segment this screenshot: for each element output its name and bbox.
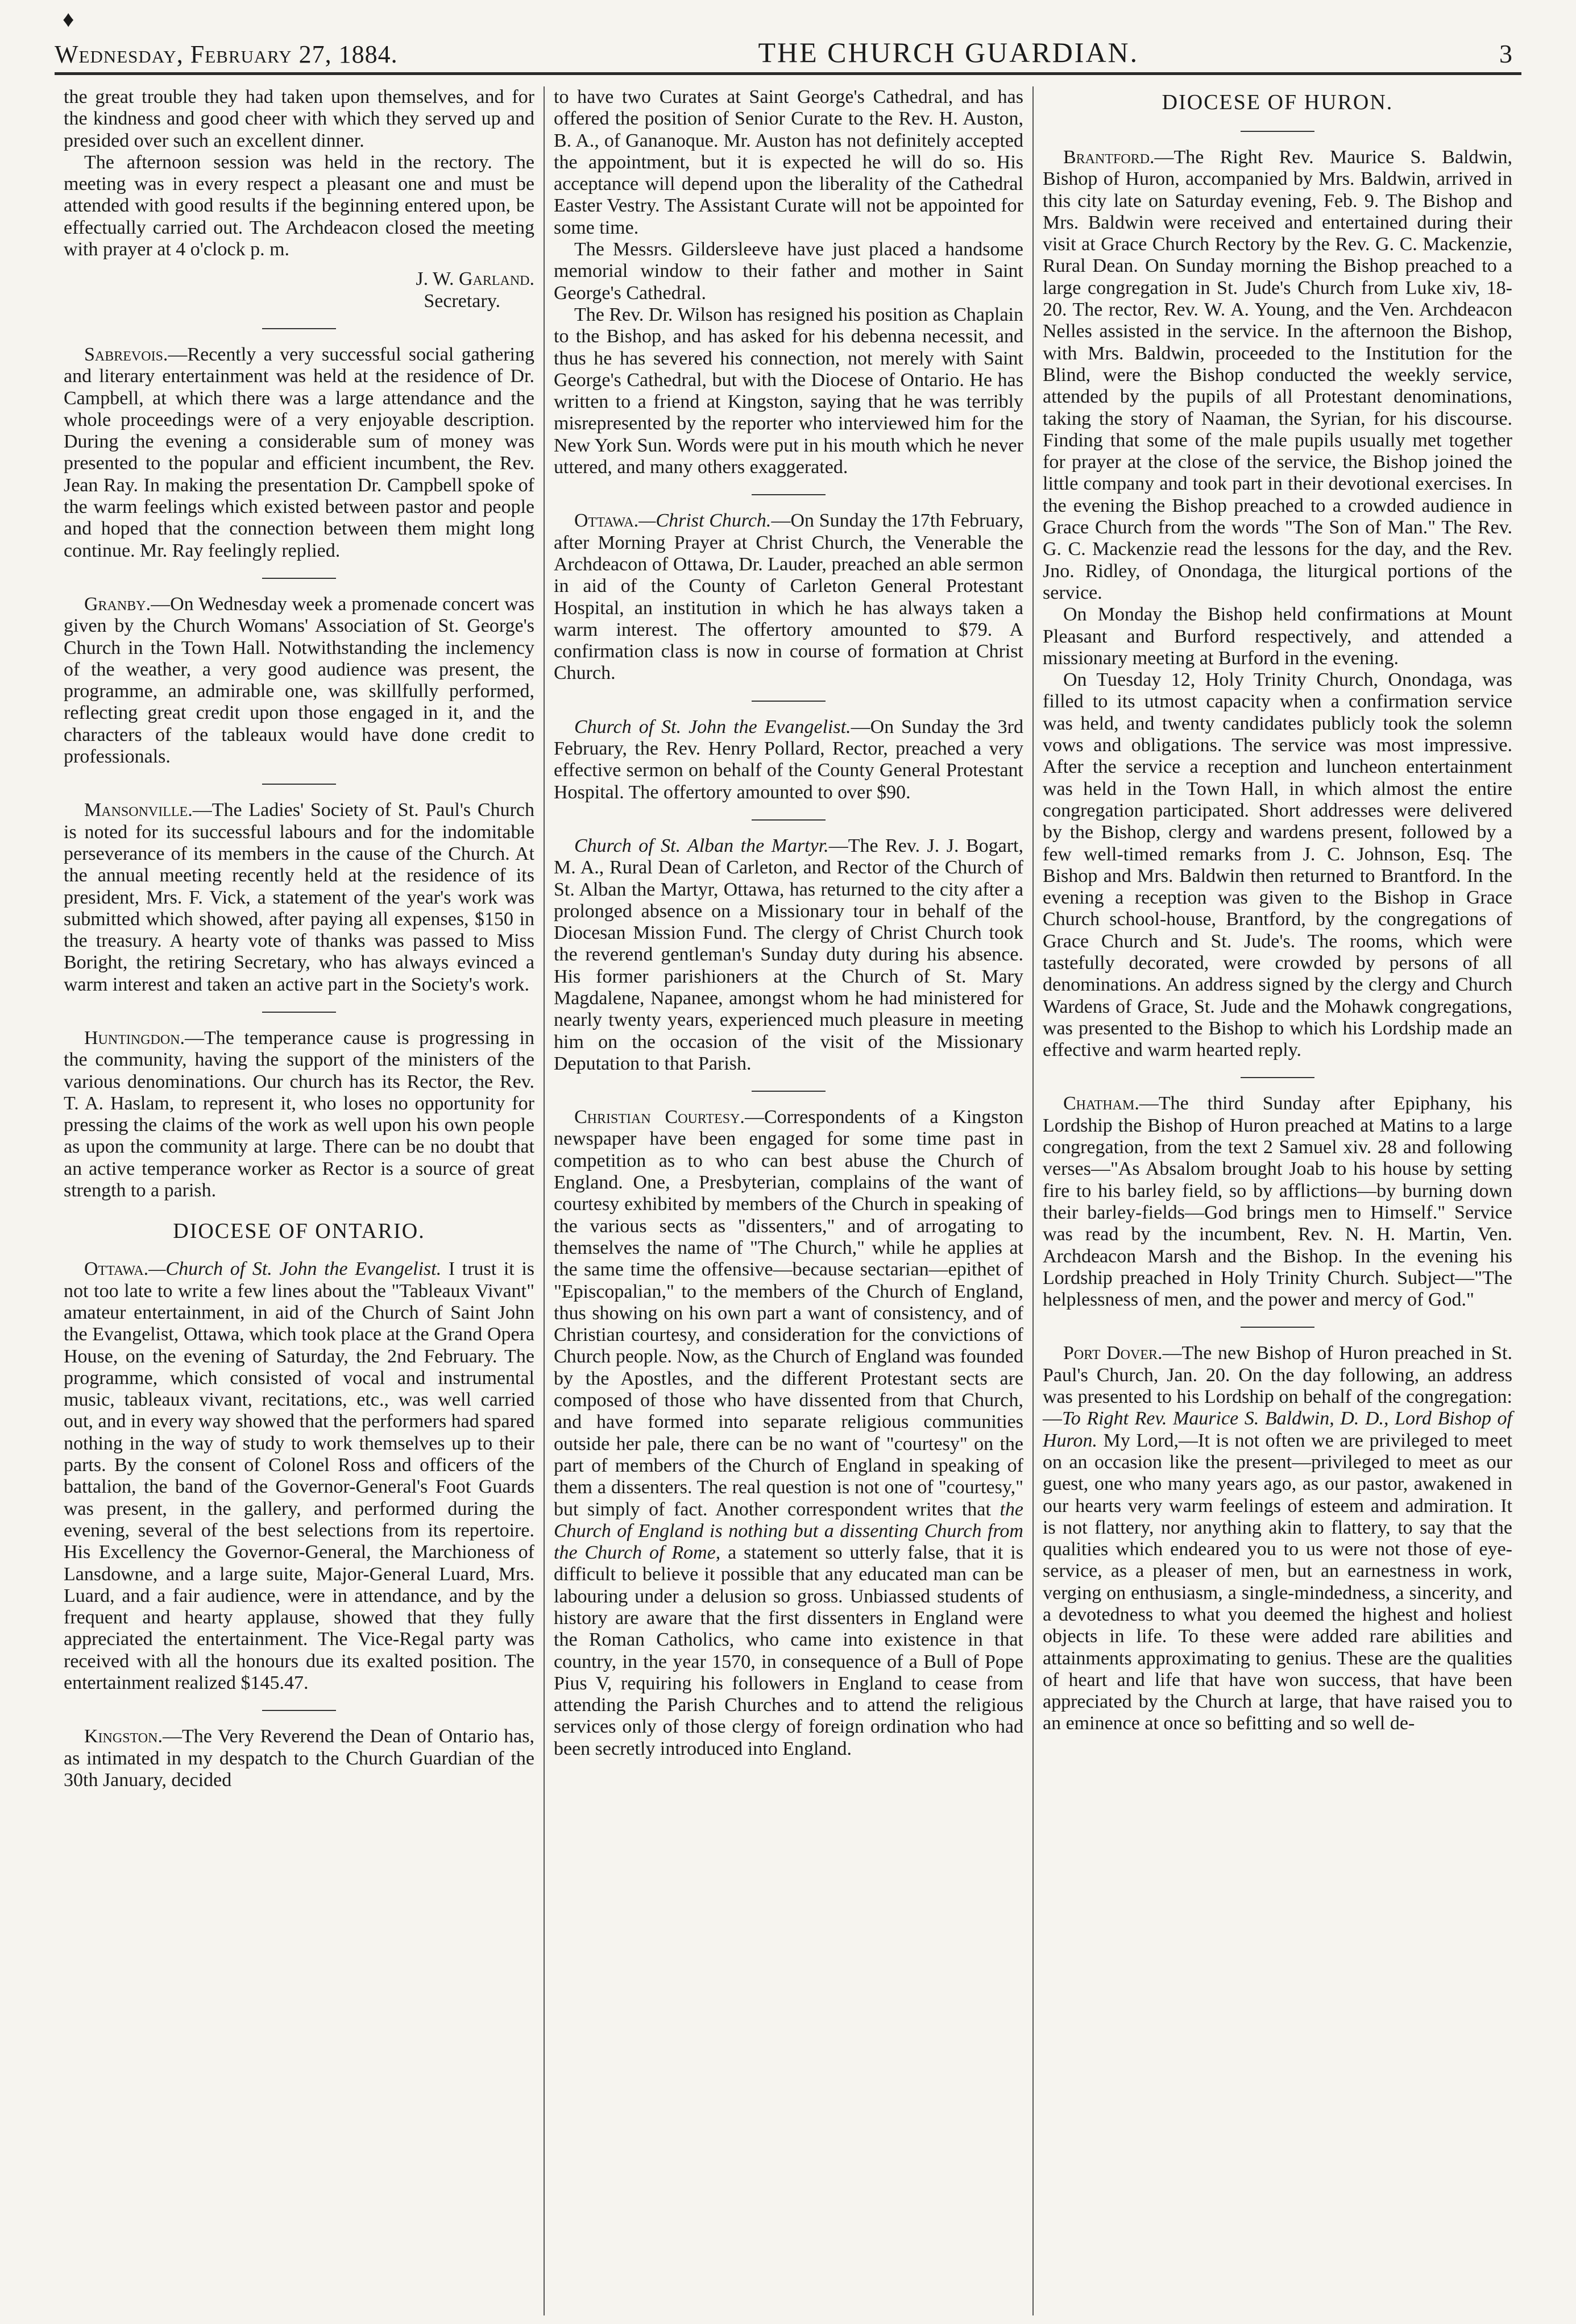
article-port-dover: Port Dover.—The new Bishop of Huron preached in St. Paul's Church, Jan. 20. On the day following, an address was presented to his Lordship on behalf of the congregation:—To Right Rev. Maurice S. Baldwin, D. D., Lord Bishop of Huron. My Lord,—It is not often we are privileged to meet on an occasion like the present—privileged to meet as our guest, one who many years ago, as our pastor, awakened in our hearts very warm feelings of esteem and admiration. It is not flattery, nor anything akin to flattery, to say that the qualities which endeared you to us were not those of eye-service, as a pleaser of men, but an earnestness in work, verging on enthusiasm, a single-mindedness, a sincerity, and a devotedness to what you deemed the highest and holiest objects in life. To these were added rare abilities and attainments approximating to genius. These are the qualities of heart and life that have won success, that have been appreciated by the Church at large, that have raised you to an eminence at once so befitting and so well de- <box>1043 1343 1513 1734</box>
paragraph: the great trouble they had taken upon themselves, and for the kindness and good cheer with which they served up and presided over such an excellent dinner. <box>64 86 534 151</box>
paragraph: The Rev. Dr. Wilson has resigned his position as Chaplain to the Bishop, and has asked for his debenna necessit, and thus he has severed his connection, not merely with Saint George's Cathedral, but with the Diocese of Ontario. He has written to a friend at Kingston, saying that he was terribly misrepresented by the reporter who interviewed him for the New York Sun. Words were put in his mouth which he never uttered, and many others exaggerated. <box>554 304 1023 478</box>
placename: Christian Courtesy. <box>574 1107 745 1128</box>
masthead <box>55 33 1521 75</box>
signature-title: Secretary. <box>424 290 500 312</box>
placename: Huntingdon. <box>84 1027 185 1049</box>
page-corner-mark: ♦ <box>63 6 74 32</box>
placename: Sabrevois. <box>84 343 168 365</box>
placename: Granby. <box>84 593 151 615</box>
placename: Port Dover. <box>1063 1343 1163 1364</box>
section-divider <box>1241 1077 1314 1078</box>
section-divider <box>752 701 826 702</box>
column-2 <box>544 86 1032 2315</box>
paragraph: to have two Curates at Saint George's Cathedral, and has offered the position of Senior Curate to the Rev. H. Auston, B. A., of Gananoque. Mr. Auston has not definitely accepted the appointment, but it is expected he will do so. His acceptance will depend upon the liberality of the Cathedral Easter Vestry. The Assistant Curate will not be appointed for some time. <box>554 86 1023 238</box>
placename: Chatham. <box>1063 1093 1139 1115</box>
article-sabrevois: Sabrevois.—Recently a very successful social gathering and literary entertainment was held at the residence of Dr. Campbell, at which there was a large attendance and the whole proceedings were of a very enjoyable description. During the evening a considerable sum of money was presented to the popular and efficient incumbent, the Rev. Jean Ray. In making the presentation Dr. Campbell spoke of the warm feelings which existed between pastor and people and hoped that the connection between them might long continue. Mr. Ray feelingly replied. <box>64 343 534 561</box>
article-granby: Granby.—On Wednesday week a promenade concert was given by the Church Womans' Association of St. George's Church in the Town Hall. Notwithstanding the inclemency of the weather, a very good audience was present, the programme, an admirable one, was skillfully performed, reflecting great credit upon those engaged in it, and the characters of the tableaux would have done credit to professionals. <box>64 593 534 768</box>
column-3 <box>1032 86 1521 2315</box>
section-divider <box>1241 131 1314 132</box>
paragraph: On Monday the Bishop held confirmations at Mount Pleasant and Burford respectively, and attended a missionary meeting at Burford in the evening. <box>1043 604 1512 669</box>
section-divider <box>262 1012 336 1013</box>
section-divider <box>752 1091 826 1092</box>
article-ottawa-st-john: Ottawa.—Church of St. John the Evangelist. I trust it is not too late to write a few lines about the "Tableaux Vivant" amateur entertainment, in aid of the Church of Saint John the Evangelist, Ottawa, which took place at the Grand Opera House, on the evening of Saturday, the 2nd February. The programme, which consisted of vocal and instrumental music, tableaux vivant, recitations, etc., was well carried out, and in every way showed that the performers had spared nothing in the way of study to work themselves up to their parts. By the consent of Colonel Ross and officers of the battalion, the band of the Governor-General's Foot Guards was present, in the gallery, and performed during the evening, several of the best selections from its repertoire. His Excellency the Governor-General, the Marchioness of Lansdowne, and a large suite, Major-General Luard, Mrs. Luard, and a fair audience, were in attendance, and by the frequent and hearty applause, showed that they fully appreciated the entertainment. The Vice-Regal party was received with all the honours due its exalted position. The entertainment realized $145.47. <box>64 1258 535 1693</box>
article-mansonville: Mansonville.—The Ladies' Society of St. Paul's Church is noted for its successful labours and for the indomitable perseverance of its members in the cause of the Church. At the annual meeting recently held at the residence of its president, Mrs. F. Vick, a statement of the year's work was submitted which showed, after paying all expenses, $150 in the treasury. A hearty vote of thanks was passed to Miss Boright, the retiring Secretary, who has always evinced a warm interest and taken an active part in the Society's work. <box>64 799 534 995</box>
column-1 <box>55 86 544 2315</box>
signature-name: J. W. Garland. <box>416 268 534 290</box>
article-st-john: Church of St. John the Evangelist.—On Sunday the 3rd February, the Rev. Henry Pollard, Rector, preached a very effective sermon on behalf of the County General Protestant Hospital. The offertory amounted to over $90. <box>554 716 1023 803</box>
article-columns <box>55 86 1521 2315</box>
article-kingston: Kingston.—The Very Reverend the Dean of Ontario has, as intimated in my despatch to the Church Guardian of the 30th January, decided <box>64 1726 534 1791</box>
article-huntingdon: Huntingdon.—The temperance cause is progressing in the community, having the support of the ministers of the various denominations. Our church has its Rector, the Rev. T. A. Haslam, to represent it, who loses no opportunity for pressing the claims of the work as well upon his own people as upon the community at large. There can be no doubt that an active temperance worker as Rector is a source of great strength to a parish. <box>64 1027 534 1202</box>
paragraph: On Tuesday 12, Holy Trinity Church, Onondaga, was filled to its utmost capacity when a confirmation service was held, and twenty candidates publicly took the solemn vows and obligations. The service was most impressive. After the service a reception and luncheon entertainment was held in the Town Hall, in which almost the entire congregation participated. Short addresses were delivered by the Bishop, clergy and wardens present, followed by a few well-timed remarks from J. C. Johnson, Esq. The Bishop and Mrs. Baldwin then returned to Brantford. In the evening a reception was given to the Bishop in Grace Church school-house, Brantford, by the congregations of Grace Church and St. Jude's. The rooms, which were tastefully decorated, were crowded by persons of all denominations. An address signed by the clergy and Church Wardens of Grace, St. Jude and the Mohawk congregations, was presented to the Bishop to which his Lordship made an effective and warm hearted reply. <box>1043 669 1512 1061</box>
article-brantford: Brantford.—The Right Rev. Maurice S. Baldwin, Bishop of Huron, accompanied by Mrs. Baldwin, arrived in this city late on Saturday evening, Feb. 9. The Bishop and Mrs. Baldwin were received and entertained during their visit at Grace Church Rectory by the Rev. G. C. Mackenzie, Rural Dean. On Sunday morning the Bishop preached to a large congregation in St. Jude's Church from Luke xiv, 18-20. The rector, Rev. W. A. Young, and the Ven. Archdeacon Nelles assisted in the service. In the afternoon the Bishop, with Mrs. Baldwin, proceeded to the Institution for the Blind, were the Bishop conducted the weekly service, attended by the pupils of all Protestant denominations, taking the story of Naaman, the Syrian, for his discourse. Finding that some of the male pupils usually met together for prayer at the close of the service, the Bishop joined the little company and took part in their devotional exercises. In the evening the Bishop preached to a crowded audience in Grace Church from the words "The Son of Man." The Rev. G. C. Mackenzie read the lessons for the day, and the Rev. Jno. Ridley, of Onondaga, the liturgical portions of the service. <box>1043 147 1512 603</box>
section-divider <box>262 328 336 329</box>
section-heading-ontario: DIOCESE OF ONTARIO. <box>173 1219 425 1244</box>
article-st-alban: Church of St. Alban the Martyr.—The Rev. J. J. Bogart, M. A., Rural Dean of Carleton, and Rector of the Church of St. Alban the Martyr, Ottawa, has returned to the city after a prolonged absence on a Missionary tour in behalf of the Diocesan Mission Fund. The clergy of Christ Church took the reverend gentleman's Sunday duty during his absence. His former parishioners at the Church of St. Mary Magdalene, Napanee, amongst whom he had ministered for nearly twenty years, experienced much pleasure in meeting him on the occasion of the visit of the Missionary Deputation to that Parish. <box>554 835 1023 1074</box>
article-chatham: Chatham.—The third Sunday after Epiphany, his Lordship the Bishop of Huron preached at Matins to a large congregation, from the text 2 Samuel xiv. 28 and following verses—"As Absalom brought Joab to his house by setting fire to his barley field, so by afflictions—by burning down their barley-fields—God brings men to Himself." Service was read by the incumbent, Rev. N. H. Martin, Ven. Archdeacon Marsh and the Bishop. In the evening his Lordship preached in Holy Trinity Church. Subject—"The helplessness of men, and the power and mercy of God." <box>1043 1093 1512 1311</box>
paragraph: The afternoon session was held in the rectory. The meeting was in every respect a pleasant one and must be attended with good results if the beginning entered upon, be effectually carried out. The Archdeacon closed the meeting with prayer at 4 o'clock p. m. <box>64 151 534 260</box>
section-divider <box>752 494 826 495</box>
placename: Ottawa. <box>574 510 639 532</box>
section-heading-huron: DIOCESE OF HURON. <box>1162 90 1393 114</box>
section-divider <box>262 1710 336 1711</box>
page-number: 3 <box>1499 39 1512 68</box>
placename: Ottawa. <box>84 1258 149 1280</box>
section-divider <box>262 784 336 785</box>
paragraph: The Messrs. Gildersleeve have just placed a handsome memorial window to their father and mother in Saint George's Cathedral. <box>554 239 1023 304</box>
placename: Mansonville. <box>84 799 193 821</box>
placename: Kingston. <box>84 1726 163 1747</box>
section-divider <box>262 578 336 579</box>
placename: Brantford. <box>1063 147 1155 168</box>
section-divider <box>752 819 826 821</box>
newspaper-title: THE CHURCH GUARDIAN. <box>758 36 1139 68</box>
section-divider <box>1241 1327 1314 1328</box>
article-christian-courtesy: Christian Courtesy.—Correspondents of a Kingston newspaper have been engaged for some time past in competition as to who can best abuse the Church of England. One, a Presbyterian, complains of the want of courtesy exhibited by members of the Church in speaking of the various sects as "dissenters," and of arrogating to themselves the name of "The Church," while he applies at the same time the offensive—because sectarian—epithet of "Episcopalian," to the members of the Church of England, thus showing on his own part a want of consistency, and of Christian courtesy, and consideration for the convictions of Church people. Now, as the Church of England was founded by the Apostles, and the different Protestant sects are composed of those who have dissented from that Church, and have formed into separate religious communities outside her pale, there can be no want of "courtesy" on the part of members of the Church of England in speaking of them a dissenters. The real question is not one of "courtesy," but simply of fact. Another correspondent writes that the Church of England is nothing but a dissenting Church from the Church of Rome, a statement so utterly false, that it is difficult to believe it possible that any educated man can be labouring under a delusion so gross. Unbiassed students of history are aware that the first dissenters in England were the Roman Catholics, who came into existence in that country, in the year 1570, in consequence of a Bull of Pope Pius V, requiring his followers in England to cease from attending the Parish Churches and to attend the religious services only of those clergy of foreign ordination who had been secretly introduced into England. <box>554 1107 1023 1759</box>
article-christ-church: Ottawa.—Christ Church.—On Sunday the 17th February, after Morning Prayer at Christ Church, the Venerable the Archdeacon of Ottawa, Dr. Lauder, preached an able sermon in aid of the County of Carleton General Protestant Hospital, an institution in which he has always taken a warm interest. The offertory amounted to $79. A confirmation class is now in course of formation at Christ Church. <box>554 510 1023 684</box>
issue-date: Wednesday, February 27, 1884. <box>55 40 398 68</box>
